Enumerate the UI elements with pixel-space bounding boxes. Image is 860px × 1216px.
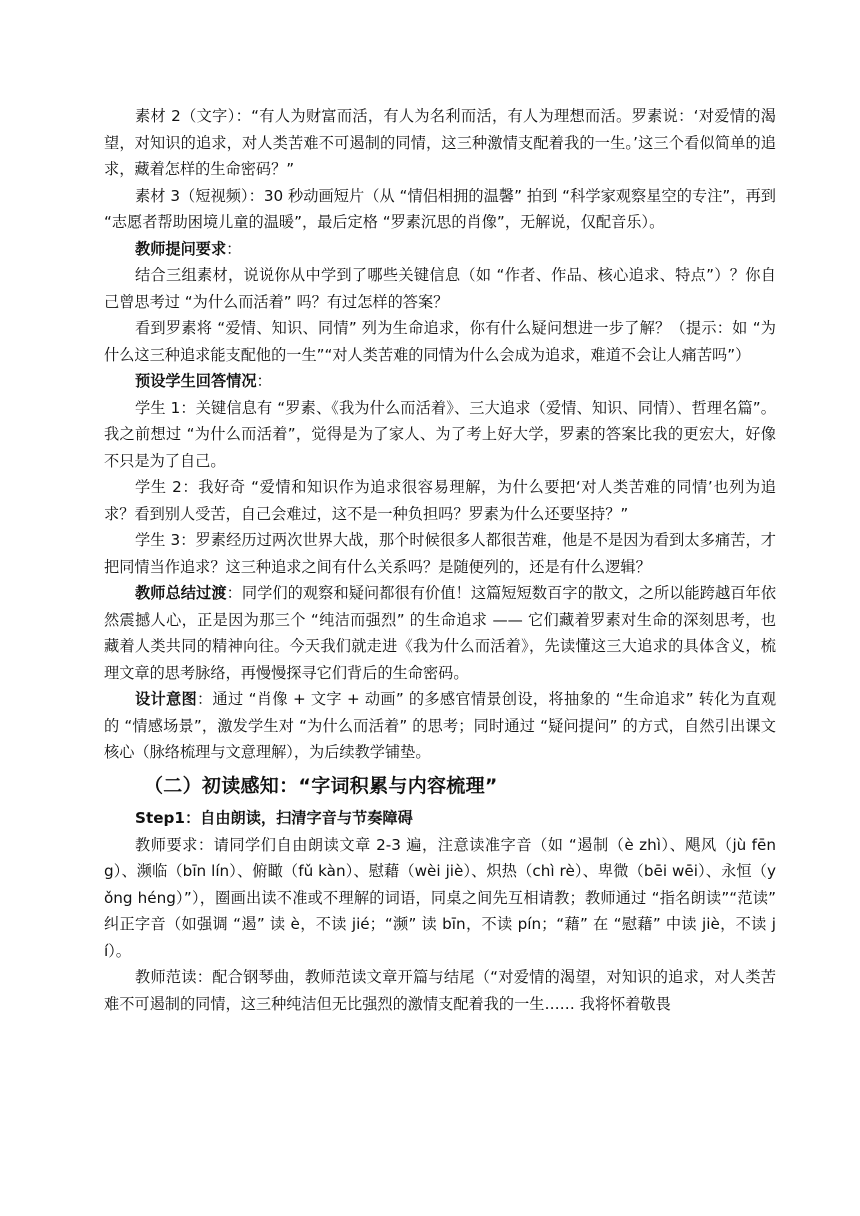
- paragraph-material-3: 素材 3（短视频）：30 秒动画短片（从 “情侣相拥的温馨” 拍到 “科学家观察星空的专注”，再到 “志愿者帮助困境儿童的温暖”，最后定格 “罗素沉思的肖像”，无解说，仅配音乐）。: [104, 186, 776, 231]
- step-title: Step1：自由朗读，扫清字音与节奏障碍: [135, 808, 413, 827]
- bold-label: 预设学生回答情况: [135, 372, 257, 390]
- paragraph-student-1: 学生 1：关键信息有 “罗素、《我为什么而活着》、三大追求（爱情、知识、同情）、哲理名篇”。我之前想过 “为什么而活着”，觉得是为了家人、为了考上好大学，罗素的答案比我的更宏大，好像不只是为了自己。: [104, 398, 776, 470]
- section-title: （二）初读感知：“字词积累与内容梳理”: [144, 774, 498, 797]
- bold-label: 设计意图: [135, 690, 198, 708]
- paragraph-student-3: 学生 3：罗素经历过两次世界大战，那个时候很多人都很苦难，他是不是因为看到太多痛苦，才把同情当作追求？这三种追求之间有什么关系吗？是随便列的，还是有什么逻辑？: [104, 531, 776, 576]
- document-page: [104, 103, 776, 1017]
- paragraph-teacher-requirement: 教师要求：请同学们自由朗读文章 2-3 遍，注意读准字音（如 “遏制（è zhì）、飓风（jù fēng）、濒临（bīn lín）、俯瞰（fǔ kàn）、慰藉（wèi jiè）、炽热（chì rè）、卑微（bēi wēi）、永恒（yǒng héng）”），圈画出读不准或不理解的词语，同桌之间先互相请教；教师通过 “指名朗读”“范读” 纠正字音（如强调 “遏” 读 è，不读 jié；“濒” 读 bīn，不读 pín；“藉” 在 “慰藉” 中读 jiè，不读 jí）。: [104, 835, 776, 960]
- bold-label: 教师提问要求: [135, 239, 227, 258]
- paragraph-design-intent: 设计意图：通过 “肖像 + 文字 + 动画” 的多感官情景创设，将抽象的 “生命追求” 转化为直观的 “情感场景”，激发学生对 “为什么而活着” 的思考；同时通过 “疑问提问” 的方式，自然引出课文核心（脉络梳理与文意理解），为后续教学铺垫。: [104, 690, 777, 761]
- paragraph-question-2: 看到罗素将 “爱情、知识、同情” 列为生命追求，你有什么疑问想进一步了解？（提示：如 “为什么这三种追求能支配他的一生”“对人类苦难的同情为什么会成为追求，难道不会让人痛苦吗”）: [104, 319, 776, 364]
- paragraph-teacher-reading: 教师范读：配合钢琴曲，教师范读文章开篇与结尾（“对爱情的渴望，对知识的追求，对人类苦难不可遏制的同情，这三种纯洁但无比强烈的激情支配着我的一生…… 我将怀着敬畏: [104, 968, 776, 1013]
- heading-teacher-question: 教师提问要求：: [135, 239, 242, 258]
- paragraph-teacher-summary: 教师总结过渡：同学们的观察和疑问都很有价值！这篇短短数百字的散文，之所以能跨越百年依然震撼人心，正是因为那三个 “纯洁而强烈” 的生命追求 —— 它们藏着罗素对生命的深刻思考，也藏着人类共同的精神向往。今天我们就走进《我为什么而活着》，先读懂这三大追求的具体含义，梳理文章的思考脉络，再慢慢探寻它们背后的生命密码。: [104, 584, 777, 682]
- paragraph-material-2: 素材 2（文字）：“有人为财富而活，有人为名利而活，有人为理想而活。罗素说：‘对爱情的渴望，对知识的追求，对人类苦难不可遏制的同情，这三种激情支配着我的一生。’这三个看似简单的追求，藏着怎样的生命密码？”: [104, 107, 776, 178]
- bold-label: 教师总结过渡: [135, 584, 227, 602]
- heading-student-answers: 预设学生回答情况：: [135, 372, 272, 390]
- paragraph-student-2: 学生 2：我好奇 “爱情和知识作为追求很容易理解，为什么要把‘对人类苦难的同情’也列为追求？看到别人受苦，自己会难过，这不是一种负担吗？罗素为什么还要坚持？”: [104, 478, 776, 523]
- paragraph-question-1: 结合三组素材，说说你从中学到了哪些关键信息（如 “作者、作品、核心追求、特点”）？你自己曾思考过 “为什么而活着” 吗？有过怎样的答案？: [104, 266, 776, 311]
